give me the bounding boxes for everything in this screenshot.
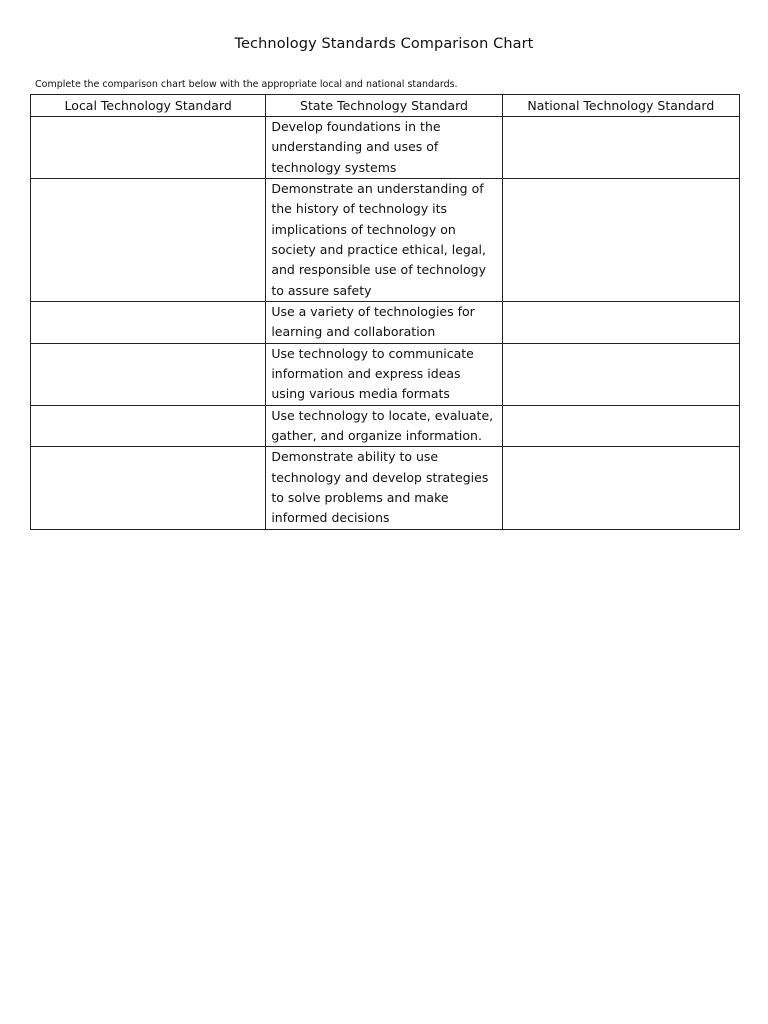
page-title: Technology Standards Comparison Chart	[234, 36, 534, 52]
local-standard-cell[interactable]	[31, 117, 266, 179]
local-standard-cell[interactable]	[31, 178, 266, 301]
national-standard-cell[interactable]	[502, 178, 739, 301]
table-row	[31, 178, 740, 301]
local-standard-cell[interactable]	[31, 301, 266, 343]
header-row	[31, 95, 740, 117]
header-local: Local Technology Standard	[31, 95, 266, 117]
table-row	[31, 301, 740, 343]
instructions-text: Complete the comparison chart below with the appropriate local and national standards.	[35, 79, 458, 90]
national-standard-cell[interactable]	[502, 447, 739, 529]
state-standard-cell: Use technology to locate, evaluate, gather, and organize information.	[266, 405, 502, 447]
state-standard-cell: Demonstrate an understanding of the history of technology its implications of technology on society and practice ethical, legal, and responsible use of technology to assure safety	[266, 178, 502, 301]
state-standard-cell: Use technology to communicate information and express ideas using various media formats	[266, 343, 502, 405]
local-standard-cell[interactable]	[31, 343, 266, 405]
table-row	[31, 405, 740, 447]
national-standard-cell[interactable]	[502, 301, 739, 343]
table-row	[31, 117, 740, 179]
table-row	[31, 343, 740, 405]
state-standard-cell: Use a variety of technologies for learning and collaboration	[266, 301, 502, 343]
national-standard-cell[interactable]	[502, 343, 739, 405]
state-standard-cell: Demonstrate ability to use technology and develop strategies to solve problems and make informed decisions	[266, 447, 502, 529]
comparison-chart-table	[30, 94, 740, 530]
header-state: State Technology Standard	[266, 95, 502, 117]
local-standard-cell[interactable]	[31, 405, 266, 447]
table-row	[31, 447, 740, 529]
local-standard-cell[interactable]	[31, 447, 266, 529]
national-standard-cell[interactable]	[502, 117, 739, 179]
state-standard-cell: Develop foundations in the understanding and uses of technology systems	[266, 117, 502, 179]
national-standard-cell[interactable]	[502, 405, 739, 447]
header-national: National Technology Standard	[502, 95, 739, 117]
